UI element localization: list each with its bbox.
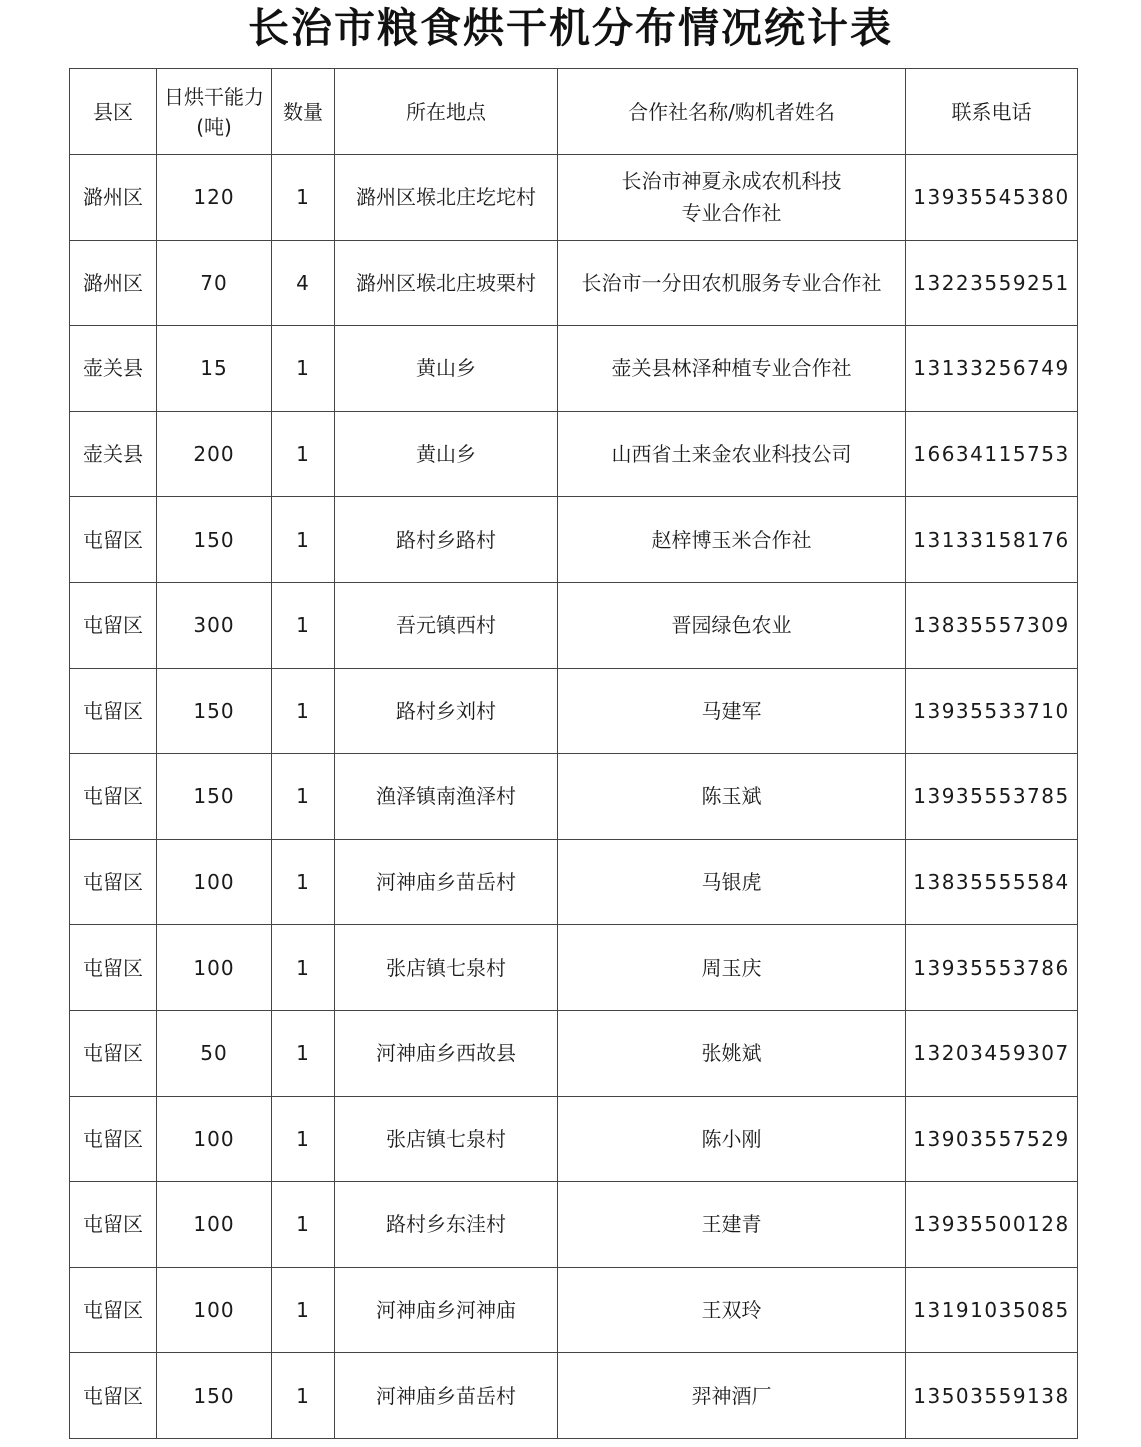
- organization-line1: 羿神酒厂: [691, 1383, 772, 1408]
- cell-phone: 13935500128: [906, 1182, 1078, 1268]
- cell-phone: 13935553785: [906, 754, 1078, 840]
- cell-county: 潞州区: [70, 240, 157, 326]
- cell-location: 河神庙乡苗岳村: [335, 1353, 558, 1439]
- table-row: [70, 1353, 1078, 1439]
- table-row: [70, 1267, 1078, 1353]
- table-row: [70, 839, 1078, 925]
- cell-location: 潞州区堠北庄坡栗村: [335, 240, 558, 326]
- cell-county: 屯留区: [70, 668, 157, 754]
- cell-phone: 13935545380: [906, 155, 1078, 241]
- cell-county: 壶关县: [70, 411, 157, 497]
- table-row: [70, 155, 1078, 241]
- cell-quantity: 1: [272, 754, 335, 840]
- cell-phone: 13223559251: [906, 240, 1078, 326]
- organization-line1: 山西省土来金农业科技公司: [611, 442, 852, 467]
- organization-line1: 壶关县林泽种植专业合作社: [611, 356, 852, 381]
- cell-location: 张店镇七泉村: [335, 925, 558, 1011]
- header-capacity: [157, 69, 272, 155]
- cell-phone: 13133256749: [906, 326, 1078, 412]
- cell-organization: [558, 326, 906, 412]
- cell-location: 吾元镇西村: [335, 582, 558, 668]
- cell-quantity: 1: [272, 155, 335, 241]
- cell-quantity: 1: [272, 1096, 335, 1182]
- dryer-distribution-table: [69, 68, 1078, 1439]
- cell-county: 潞州区: [70, 155, 157, 241]
- cell-quantity: 1: [272, 839, 335, 925]
- organization-line2: 专业合作社: [681, 201, 782, 226]
- page-title: 长治市粮食烘干机分布情况统计表: [248, 4, 893, 52]
- header-quantity: 数量: [272, 69, 335, 155]
- organization-line1: 周玉庆: [701, 955, 762, 980]
- cell-organization: [558, 582, 906, 668]
- cell-location: 河神庙乡苗岳村: [335, 839, 558, 925]
- cell-organization: [558, 240, 906, 326]
- organization-line1: 陈小刚: [701, 1126, 762, 1151]
- cell-county: 屯留区: [70, 1096, 157, 1182]
- cell-county: 屯留区: [70, 839, 157, 925]
- cell-quantity: 1: [272, 1267, 335, 1353]
- cell-capacity: 100: [157, 839, 272, 925]
- cell-location: 路村乡刘村: [335, 668, 558, 754]
- cell-phone: 13835555584: [906, 839, 1078, 925]
- cell-quantity: 1: [272, 497, 335, 583]
- cell-county: 屯留区: [70, 1182, 157, 1268]
- cell-capacity: 100: [157, 1096, 272, 1182]
- cell-phone: 13835557309: [906, 582, 1078, 668]
- cell-quantity: 1: [272, 668, 335, 754]
- cell-organization: [558, 1353, 906, 1439]
- cell-phone: 13203459307: [906, 1010, 1078, 1096]
- cell-quantity: 1: [272, 925, 335, 1011]
- cell-county: 屯留区: [70, 925, 157, 1011]
- cell-organization: [558, 1010, 906, 1096]
- cell-location: 张店镇七泉村: [335, 1096, 558, 1182]
- cell-capacity: 150: [157, 754, 272, 840]
- table-row: [70, 1096, 1078, 1182]
- table-row: [70, 240, 1078, 326]
- cell-quantity: 1: [272, 582, 335, 668]
- header-organization: 合作社名称/购机者姓名: [558, 69, 906, 155]
- cell-quantity: 1: [272, 1010, 335, 1096]
- cell-quantity: 4: [272, 240, 335, 326]
- cell-capacity: 150: [157, 668, 272, 754]
- cell-county: 屯留区: [70, 1010, 157, 1096]
- table-row: [70, 754, 1078, 840]
- organization-line1: 马建军: [701, 698, 762, 723]
- cell-location: 河神庙乡河神庙: [335, 1267, 558, 1353]
- cell-organization: [558, 1182, 906, 1268]
- cell-location: 河神庙乡西故县: [335, 1010, 558, 1096]
- cell-quantity: 1: [272, 1353, 335, 1439]
- cell-organization: [558, 1096, 906, 1182]
- cell-organization: [558, 754, 906, 840]
- table-row: [70, 668, 1078, 754]
- cell-county: 屯留区: [70, 582, 157, 668]
- cell-organization: [558, 1267, 906, 1353]
- header-phone: 联系电话: [906, 69, 1078, 155]
- organization-line1: 陈玉斌: [701, 784, 762, 809]
- cell-organization: [558, 497, 906, 583]
- cell-phone: 16634115753: [906, 411, 1078, 497]
- header-location: 所在地点: [335, 69, 558, 155]
- cell-capacity: 120: [157, 155, 272, 241]
- cell-phone: 13191035085: [906, 1267, 1078, 1353]
- organization-line1: 长治市一分田农机服务专业合作社: [581, 270, 882, 295]
- cell-capacity: 100: [157, 1182, 272, 1268]
- cell-capacity: 70: [157, 240, 272, 326]
- header-capacity-line2: (吨): [196, 114, 232, 139]
- cell-county: 屯留区: [70, 497, 157, 583]
- cell-county: 屯留区: [70, 1267, 157, 1353]
- cell-capacity: 200: [157, 411, 272, 497]
- cell-phone: 13903557529: [906, 1096, 1078, 1182]
- cell-capacity: 300: [157, 582, 272, 668]
- organization-line1: 晋园绿色农业: [671, 613, 792, 638]
- organization-line1: 张姚斌: [701, 1041, 762, 1066]
- cell-county: 屯留区: [70, 754, 157, 840]
- table-row: [70, 925, 1078, 1011]
- cell-quantity: 1: [272, 326, 335, 412]
- table-body: [70, 155, 1078, 1439]
- cell-location: 黄山乡: [335, 326, 558, 412]
- cell-phone: 13935553786: [906, 925, 1078, 1011]
- table-row: [70, 1182, 1078, 1268]
- cell-location: 路村乡东洼村: [335, 1182, 558, 1268]
- cell-phone: 13503559138: [906, 1353, 1078, 1439]
- organization-line1: 王双玲: [701, 1298, 762, 1323]
- table-row: [70, 497, 1078, 583]
- table-row: [70, 411, 1078, 497]
- cell-organization: [558, 925, 906, 1011]
- cell-capacity: 100: [157, 1267, 272, 1353]
- header-capacity-line1: 日烘干能力: [164, 84, 264, 109]
- organization-line1: 马银虎: [701, 870, 762, 895]
- cell-organization: [558, 155, 906, 241]
- table-row: [70, 582, 1078, 668]
- table-row: [70, 1010, 1078, 1096]
- cell-phone: 13133158176: [906, 497, 1078, 583]
- organization-line1: 赵梓博玉米合作社: [651, 527, 812, 552]
- organization-line1: 王建青: [701, 1212, 762, 1237]
- cell-capacity: 100: [157, 925, 272, 1011]
- cell-quantity: 1: [272, 1182, 335, 1268]
- cell-organization: [558, 411, 906, 497]
- cell-capacity: 150: [157, 1353, 272, 1439]
- cell-phone: 13935533710: [906, 668, 1078, 754]
- cell-location: 潞州区堠北庄圪坨村: [335, 155, 558, 241]
- table-row: [70, 326, 1078, 412]
- table-header-row: [70, 69, 1078, 155]
- cell-location: 路村乡路村: [335, 497, 558, 583]
- cell-capacity: 50: [157, 1010, 272, 1096]
- cell-location: 黄山乡: [335, 411, 558, 497]
- header-county: 县区: [70, 69, 157, 155]
- cell-organization: [558, 839, 906, 925]
- organization-line1: 长治市神夏永成农机科技: [621, 169, 842, 194]
- cell-capacity: 150: [157, 497, 272, 583]
- cell-quantity: 1: [272, 411, 335, 497]
- cell-county: 壶关县: [70, 326, 157, 412]
- cell-county: 屯留区: [70, 1353, 157, 1439]
- cell-organization: [558, 668, 906, 754]
- cell-capacity: 15: [157, 326, 272, 412]
- cell-location: 渔泽镇南渔泽村: [335, 754, 558, 840]
